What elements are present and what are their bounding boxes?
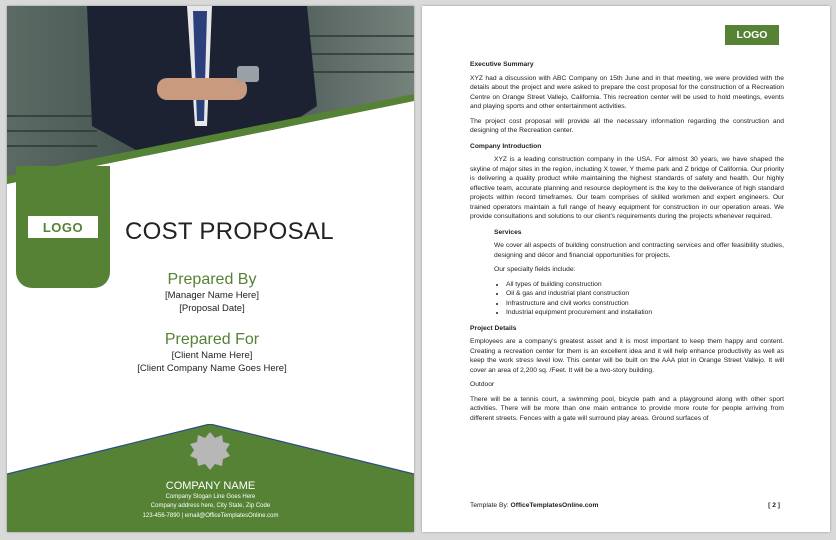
exec-summary-p2: The project cost proposal will provide all the necessary information regarding the construction and designing of the Recreation center. xyxy=(470,117,784,134)
exec-summary-p1: XYZ had a discussion with ABC Company on 15th June and in that meeting, we were provided with the details about the project and were asked to prepare the cost proposal for the construction of a Recreation Centre on Orange Street Vallejo, California. This recreation center will be used to hold meetings, events and playing sports and other entertainment activities. xyxy=(470,74,784,110)
list-item: • Oil & gas and industrial plant construction xyxy=(506,289,784,299)
client-company: [Client Company Name Goes Here] xyxy=(137,363,287,374)
company-intro-heading: Company Introduction xyxy=(470,142,542,150)
company-intro-p: XYZ is a leading construction company in the USA. For almost 30 years, we have shaped the skyline of major sites in the region, including X tower, Y theme park and Z bridge of California. Our priority is delivering a quality product while maintaining the highest standards of safety and health. Our highly effective team, accurate planning and resource deployment is the key to the deliverance of high standard projects within record timeframes. Our team comprises of skilled workmen and expert engineers. Our trained operators maintain a full range of heavy equipment for construction in our operation areas. We provide consultations and solutions to our client's requirements during the projects whenever required. xyxy=(470,156,784,220)
exec-summary-heading: Executive Summary xyxy=(470,61,534,68)
manager-name: [Manager Name Here] xyxy=(165,290,259,301)
proposal-date: [Proposal Date] xyxy=(179,303,245,314)
content-page xyxy=(422,6,830,532)
company-contact: 123-456-7890 | email@OfficeTemplatesOnline.com xyxy=(142,513,279,519)
prepared-for-heading: Prepared For xyxy=(164,331,260,348)
cover-logo: LOGO xyxy=(28,216,98,238)
client-name: [Client Name Here] xyxy=(171,350,253,361)
company-slogan: Company Slogan Line Goes Here xyxy=(165,494,256,500)
list-item: • Industrial equipment procurement and installation xyxy=(506,308,784,318)
prepared-by-block xyxy=(87,271,337,315)
services-p1: We cover all aspects of building construction and contracting services and offer feasibility studies, designing and décor and financial opportunities for projects. xyxy=(494,242,784,259)
outdoor-p: There will be a tennis court, a swimming pool, bicycle path and a playground along with other sport activities. There will be more than one main entrance to provide more route for people arriving from different streets. Fences with a gate will surround play areas. Ground surfaces of xyxy=(470,395,784,422)
template-credit xyxy=(470,502,598,509)
services-p2: Our specialty fields include: xyxy=(494,266,576,273)
company-name: COMPANY NAME xyxy=(165,480,256,492)
inner-logo: LOGO xyxy=(725,25,779,45)
cover-page xyxy=(7,6,414,532)
cover-logo-tab xyxy=(16,166,110,288)
prepared-by-heading: Prepared By xyxy=(167,271,257,288)
page-content xyxy=(470,54,784,428)
specialty-list xyxy=(470,280,784,318)
template-credit-prefix: Template By: xyxy=(470,502,511,509)
list-item: • Infrastructure and civil works construction xyxy=(506,299,784,309)
page-footer xyxy=(470,502,780,509)
project-details-heading: Project Details xyxy=(470,324,517,332)
services-heading: Services xyxy=(494,228,522,236)
project-details-p: Employees are a company's greatest asset and it is most important to keep them happy and content. Creating a recreation center for them is an excellent idea and it will help enhance productivity as well as keep the work stress level low. This center will be built on the AAA plot in Orange Street Vallejo. It will cover an area of 2,200 sq. /Feet. It will be a two-story building. xyxy=(470,338,784,374)
list-item: • All types of building construction xyxy=(506,280,784,290)
template-credit-site: OfficeTemplatesOnline.com xyxy=(510,502,599,509)
cover-title: COST PROPOSAL xyxy=(125,218,334,245)
company-address: Company address here, City State, Zip Code xyxy=(150,503,271,509)
prepared-for-block xyxy=(87,331,337,375)
page-number: [ 2 ] xyxy=(768,502,780,509)
outdoor-label: Outdoor xyxy=(470,381,495,388)
